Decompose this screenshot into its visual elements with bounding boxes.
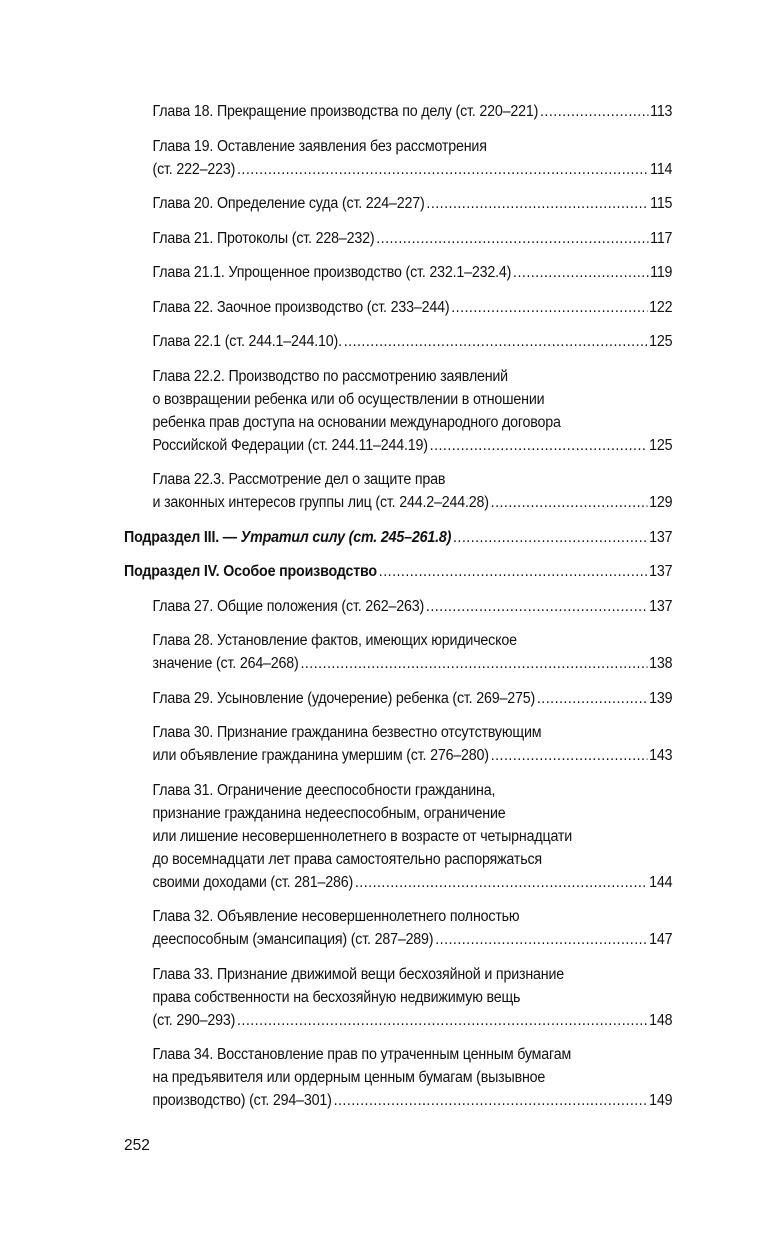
page-number: 252 bbox=[124, 1137, 150, 1154]
toc-entry-title bbox=[153, 595, 425, 618]
toc-entry-leader-line bbox=[153, 192, 673, 215]
toc-page-number: 117 bbox=[650, 229, 673, 247]
toc-entry-title-text: Глава 29. Усыновление (удочерение) ребенка (ст. 269–275) bbox=[152, 689, 536, 707]
toc-entry-leader-line bbox=[153, 158, 673, 181]
dot-leader bbox=[491, 744, 648, 767]
toc-entry-line: Глава 30. Признание гражданина безвестно отсутствующим bbox=[152, 724, 542, 741]
toc-chapter-entry bbox=[124, 595, 672, 618]
toc-chapter-entry bbox=[124, 296, 672, 319]
toc-chapter-entry bbox=[124, 629, 672, 675]
toc-entry-leader-line bbox=[153, 595, 673, 618]
toc-chapter-entry bbox=[124, 1043, 672, 1112]
toc-entry-line: признание гражданина недееспособным, ограничение bbox=[152, 804, 506, 822]
toc-entry-line: Глава 22.3. Рассмотрение дел о защите прав bbox=[152, 471, 446, 488]
toc-entry-title-text: Глава 18. Прекращение производства по делу (ст. 220–221) bbox=[152, 103, 539, 120]
toc-entry-title bbox=[153, 434, 428, 457]
toc-entry-leader-line bbox=[153, 491, 673, 514]
toc-page-number: 147 bbox=[649, 931, 673, 948]
toc-page-number: 148 bbox=[649, 1011, 673, 1029]
toc-page-number: 113 bbox=[650, 103, 673, 120]
toc-entry-italic-text: Утратил силу (ст. 245–261.8) bbox=[240, 528, 452, 546]
toc-entry-title-text: Подраздел IV. Особое производство bbox=[124, 563, 377, 580]
toc-chapter-entry bbox=[124, 905, 672, 951]
dot-leader bbox=[451, 296, 647, 319]
toc-entry-leader-line bbox=[153, 227, 673, 250]
toc-entry-line: о возвращении ребенка или об осуществлении в отношении bbox=[152, 390, 545, 408]
toc-entry-leader-line bbox=[153, 652, 673, 675]
toc-entry-title bbox=[153, 227, 375, 250]
toc-entry-title-text: Глава 20. Определение суда (ст. 224–227) bbox=[152, 195, 425, 212]
toc-entry-title-text: своими доходами (ст. 281–286) bbox=[152, 873, 354, 891]
toc-entry-title bbox=[153, 261, 512, 284]
toc-page-number: 122 bbox=[649, 298, 673, 316]
dot-leader bbox=[453, 526, 647, 549]
toc-entry-leader-line bbox=[153, 1089, 673, 1112]
toc-chapter-entry bbox=[124, 135, 672, 181]
toc-entry-leader-line bbox=[153, 871, 673, 894]
toc-chapter-entry bbox=[124, 100, 672, 123]
toc-entry-leader-line bbox=[153, 744, 673, 767]
toc-entry-line: на предъявителя или ордерным ценным бумагам (вызывное bbox=[152, 1069, 546, 1086]
dot-leader bbox=[376, 227, 648, 250]
toc-page-number: 129 bbox=[649, 494, 673, 511]
toc-chapter-entry bbox=[124, 779, 672, 894]
dot-leader bbox=[300, 652, 647, 675]
toc-entry-line: или лишение несовершеннолетнего в возрасте от четырнадцати bbox=[152, 827, 573, 845]
toc-chapter-entry bbox=[124, 192, 672, 215]
toc-entry-title bbox=[153, 687, 536, 710]
toc-entry-leader-line bbox=[153, 1009, 673, 1032]
toc-chapter-entry bbox=[124, 468, 672, 514]
toc-chapter-entry bbox=[124, 963, 672, 1032]
toc-entry-line: Глава 33. Признание движимой вещи бесхозяйной и признание bbox=[152, 965, 564, 983]
dot-leader bbox=[355, 871, 647, 894]
toc-page-number: 114 bbox=[650, 160, 673, 178]
toc-entry-title bbox=[153, 871, 354, 894]
toc-page-number: 115 bbox=[650, 195, 673, 212]
toc-entry-leader-line bbox=[153, 330, 673, 353]
toc-entry-title bbox=[153, 100, 539, 123]
toc-entry-title-text: значение (ст. 264–268) bbox=[152, 655, 299, 672]
toc-entry-title-text: и законных интересов группы лиц (ст. 244.2–244.28) bbox=[152, 494, 489, 511]
dot-leader bbox=[344, 330, 647, 353]
toc-entry-line: Глава 19. Оставление заявления без рассмотрения bbox=[152, 137, 487, 155]
toc-page-number: 139 bbox=[649, 689, 673, 707]
dot-leader bbox=[426, 595, 647, 618]
toc-entry-leader-line bbox=[124, 526, 672, 549]
toc-entry-leader-line bbox=[153, 100, 673, 123]
toc-entry-title-text: Российской Федерации (ст. 244.11–244.19) bbox=[152, 436, 428, 454]
toc-entry-line: Глава 31. Ограничение дееспособности гражданина, bbox=[152, 781, 496, 799]
toc-section-entry bbox=[124, 526, 672, 549]
toc-entry-title-text: (ст. 222–223) bbox=[152, 160, 236, 178]
toc-entry-title-text: Глава 27. Общие положения (ст. 262–263) bbox=[152, 597, 425, 615]
toc-entry-leader-line bbox=[153, 928, 673, 951]
toc-entry-line: Глава 28. Установление фактов, имеющих юридическое bbox=[152, 632, 517, 649]
toc-entry-line: Глава 22.2. Производство по рассмотрению заявлений bbox=[152, 367, 508, 385]
toc-entry-title bbox=[153, 192, 425, 215]
toc-entry-title bbox=[153, 330, 342, 353]
toc-entry-title-text: или объявление гражданина умершим (ст. 276–280) bbox=[152, 747, 489, 764]
toc-entry-title bbox=[153, 491, 489, 514]
dot-leader bbox=[237, 158, 648, 181]
toc-entry-title bbox=[124, 526, 451, 549]
toc-chapter-entry bbox=[124, 330, 672, 353]
toc-entry-title-text: Глава 22.1 (ст. 244.1–244.10). bbox=[152, 333, 342, 350]
toc-page-number: 125 bbox=[649, 333, 673, 350]
toc-entry-title bbox=[153, 158, 236, 181]
toc-entry-title-text: Глава 21.1. Упрощенное производство (ст. 232.1–232.4) bbox=[152, 264, 512, 281]
toc-entry-leader-line bbox=[153, 434, 673, 457]
toc-page-number: 137 bbox=[649, 597, 673, 615]
toc-page-number: 149 bbox=[649, 1092, 673, 1109]
dot-leader bbox=[430, 434, 648, 457]
toc-entry-line: Глава 32. Объявление несовершеннолетнего полностью bbox=[152, 908, 520, 925]
toc-entry-title bbox=[124, 560, 377, 583]
toc-page-number: 144 bbox=[649, 873, 673, 891]
dot-leader bbox=[379, 560, 647, 583]
toc-chapter-entry bbox=[124, 687, 672, 710]
toc-page-number: 125 bbox=[649, 436, 673, 454]
toc-entry-leader-line bbox=[153, 296, 673, 319]
dot-leader bbox=[334, 1089, 648, 1112]
toc-section-entry bbox=[124, 560, 672, 583]
toc-page-number: 137 bbox=[649, 528, 673, 546]
toc-page-number: 143 bbox=[649, 747, 673, 764]
toc-entry-title bbox=[153, 744, 489, 767]
dot-leader bbox=[513, 261, 648, 284]
toc-entry-title bbox=[153, 928, 434, 951]
toc-entry-title-text: Глава 21. Протоколы (ст. 228–232) bbox=[152, 229, 375, 247]
toc-entry-line: ребенка прав доступа на основании международного договора bbox=[152, 413, 561, 431]
toc-chapter-entry bbox=[124, 365, 672, 457]
toc-entry-title-text: Глава 22. Заочное производство (ст. 233–244) bbox=[152, 298, 450, 316]
toc-entry-title-text: дееспособным (эмансипация) (ст. 287–289) bbox=[152, 931, 434, 948]
toc-entry-title bbox=[153, 296, 450, 319]
toc-entry-title-text: (ст. 290–293) bbox=[152, 1011, 236, 1029]
toc-entry-leader-line bbox=[153, 261, 673, 284]
dot-leader bbox=[537, 687, 647, 710]
table-of-contents bbox=[124, 100, 672, 1124]
toc-entry-title bbox=[153, 1089, 332, 1112]
toc-entry-title-text: Подраздел III. — bbox=[124, 528, 237, 546]
toc-entry-line: Глава 34. Восстановление прав по утраченным ценным бумагам bbox=[152, 1046, 572, 1063]
toc-chapter-entry bbox=[124, 721, 672, 767]
dot-leader bbox=[237, 1009, 647, 1032]
toc-chapter-entry bbox=[124, 261, 672, 284]
toc-entry-leader-line bbox=[153, 687, 673, 710]
toc-page-number: 137 bbox=[649, 563, 673, 580]
toc-entry-line: до восемнадцати лет права самостоятельно распоряжаться bbox=[152, 850, 542, 868]
toc-page-number: 119 bbox=[650, 264, 673, 281]
toc-entry-title-text: производство) (ст. 294–301) bbox=[152, 1092, 332, 1109]
toc-entry-line: права собственности на бесхозяйную недвижимую вещь bbox=[152, 988, 521, 1006]
toc-entry-leader-line bbox=[124, 560, 672, 583]
toc-entry-title bbox=[153, 1009, 236, 1032]
toc-page-number: 138 bbox=[649, 655, 673, 672]
toc-chapter-entry bbox=[124, 227, 672, 250]
toc-entry-title bbox=[153, 652, 299, 675]
dot-leader bbox=[435, 928, 647, 951]
dot-leader bbox=[491, 491, 648, 514]
dot-leader bbox=[540, 100, 648, 123]
dot-leader bbox=[426, 192, 648, 215]
